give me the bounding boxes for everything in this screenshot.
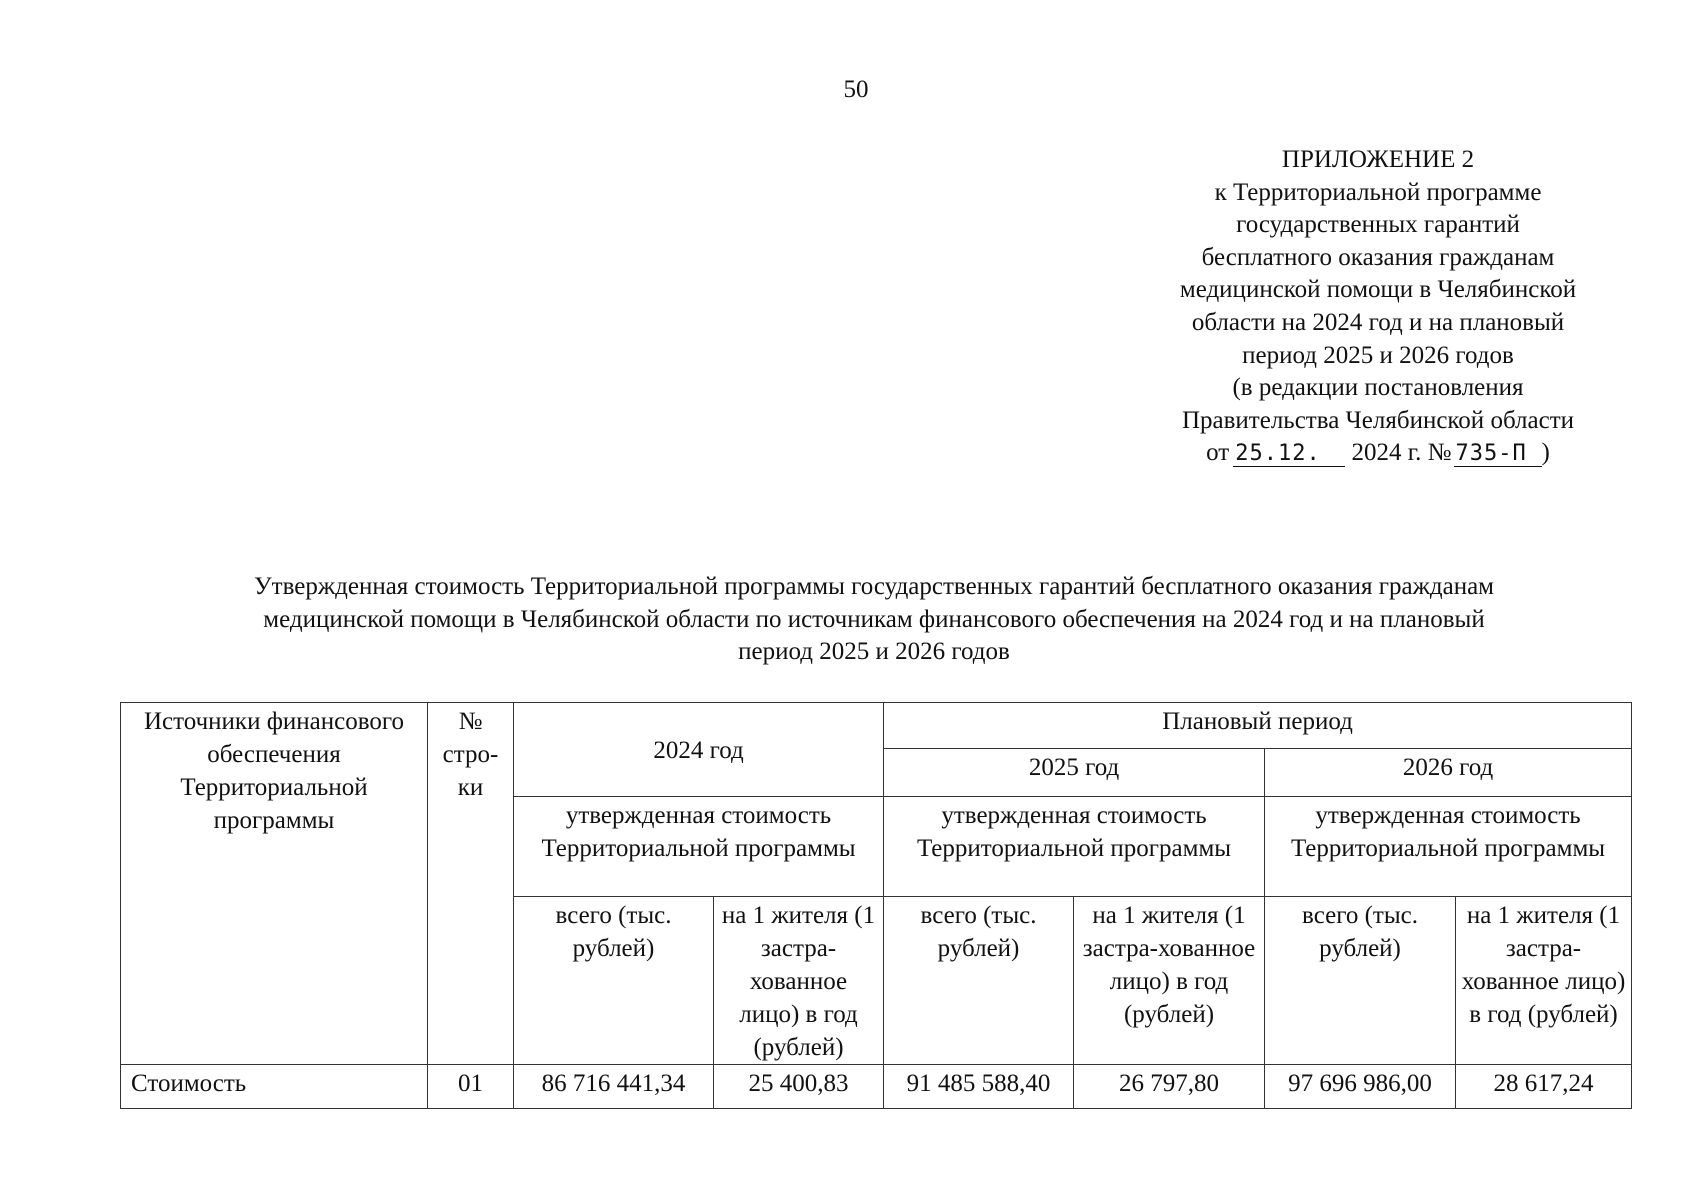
header-total-2026: всего (тыс. рублей) (1265, 897, 1456, 1065)
appendix-line: период 2025 и 2026 годов (1242, 341, 1514, 369)
header-total-2025: всего (тыс. рублей) (884, 897, 1074, 1065)
appendix-line: к Территориальной программе (1214, 178, 1542, 206)
header-planned-period: Плановый период (884, 703, 1632, 749)
row-per-capita-2026: 28 617,24 (1456, 1065, 1632, 1109)
appendix-line: медицинской помощи в Челябинской (1179, 276, 1577, 304)
document-title-line: медицинской помощи в Челябинской области по источникам финансового обеспечения на 2024 год и на плановый (263, 605, 1485, 633)
row-source: Стоимость (121, 1065, 428, 1109)
decree-number-field: 735-П (1454, 442, 1542, 467)
appendix-date-line (1138, 437, 1618, 470)
appendix-header (1138, 144, 1618, 470)
date-prefix: от (1206, 439, 1230, 467)
appendix-title: ПРИЛОЖЕНИЕ 2 (1281, 146, 1475, 173)
appendix-line: (в редакции постановления (1232, 374, 1524, 402)
appendix-line: области на 2024 год и на плановый (1191, 308, 1565, 336)
table-row (121, 1065, 1632, 1109)
row-total-2026: 97 696 986,00 (1265, 1065, 1456, 1109)
row-per-capita-2025: 26 797,80 (1074, 1065, 1265, 1109)
closing-paren: ) (1541, 439, 1550, 467)
appendix-line: государственных гарантий (1236, 211, 1520, 239)
header-approved-cost-2026: утвержденная стоимость Территориальной программы (1265, 797, 1632, 897)
header-source: Источники финансового обеспечения Территориальной программы (121, 703, 428, 1065)
page-number: 50 (843, 76, 869, 103)
header-total-2024: всего (тыс. рублей) (514, 897, 714, 1065)
row-total-2024: 86 716 441,34 (514, 1065, 714, 1109)
header-year-2024: 2024 год (514, 703, 884, 797)
header-per-capita-2026: на 1 жителя (1 застра-хованное лицо) в год (рублей) (1456, 897, 1632, 1065)
decree-date-field: 25.12. (1233, 442, 1345, 467)
cost-table (120, 702, 1632, 1109)
header-year-2025: 2025 год (884, 749, 1265, 797)
header-per-capita-2024: на 1 жителя (1 застра-хованное лицо) в год (рублей) (714, 897, 884, 1065)
header-approved-cost-2025: утвержденная стоимость Территориальной программы (884, 797, 1265, 897)
row-per-capita-2024: 25 400,83 (714, 1065, 884, 1109)
document-title-line: Утвержденная стоимость Территориальной программы государственных гарантий бесплатного оказания гражданам (253, 573, 1494, 600)
header-per-capita-2025: на 1 жителя (1 застра-хованное лицо) в год (рублей) (1074, 897, 1265, 1065)
document-title (120, 571, 1628, 669)
document-title-line: период 2025 и 2026 годов (738, 638, 1010, 665)
row-number: 01 (428, 1065, 514, 1109)
appendix-line: бесплатного оказания гражданам (1201, 243, 1555, 271)
header-approved-cost-2024: утвержденная стоимость Территориальной программы (514, 797, 884, 897)
header-row-number: № стро-ки (428, 703, 514, 1065)
decree-year-text: 2024 г. № (1351, 439, 1452, 467)
row-total-2025: 91 485 588,40 (884, 1065, 1074, 1109)
appendix-line: Правительства Челябинской области (1181, 406, 1575, 434)
header-year-2026: 2026 год (1265, 749, 1632, 797)
